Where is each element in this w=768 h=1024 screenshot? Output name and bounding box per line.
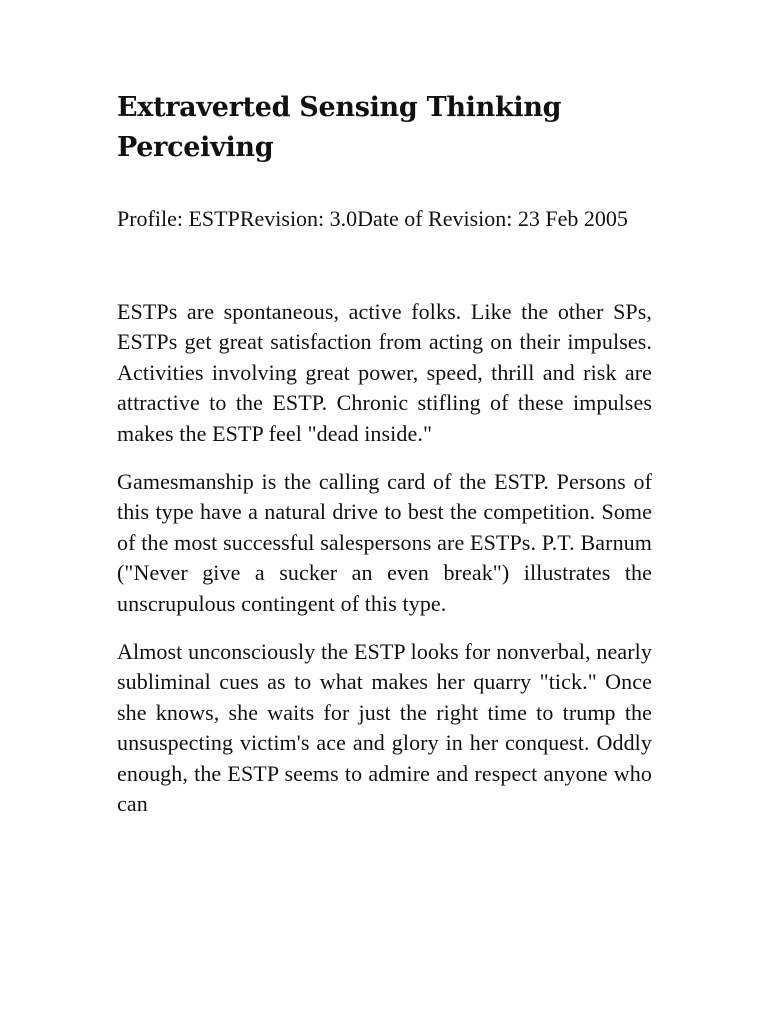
document-body (117, 297, 652, 820)
paragraph: Gamesmanship is the calling card of the ESTP. Persons of this type have a natural drive to best the competition. Some of the most successful salespersons are ESTPs. P.T. Barnum ("Never give a sucker an even break") illustrates the unscrupulous contingent of this type. (117, 469, 652, 616)
document-page (117, 88, 652, 838)
paragraph: ESTPs are spontaneous, active folks. Like the other SPs, ESTPs get great satisfaction from acting on their impulses. Activities involving great power, speed, thrill and risk are attractive to the ESTP. Chronic stifling of these impulses makes the ESTP feel "dead inside." (117, 299, 652, 446)
document-title: Extraverted Sensing Thinking Perceiving (117, 92, 562, 163)
revision-info: Profile: ESTPRevision: 3.0Date of Revision: 23 Feb 2005 (117, 206, 628, 231)
paragraph: Almost unconsciously the ESTP looks for nonverbal, nearly subliminal cues as to what makes her quarry "tick." Once she knows, she waits for just the right time to trump the unsuspecting victim's ace and glory in her conquest. Oddly enough, the ESTP seems to admire and respect anyone who can (117, 639, 652, 817)
